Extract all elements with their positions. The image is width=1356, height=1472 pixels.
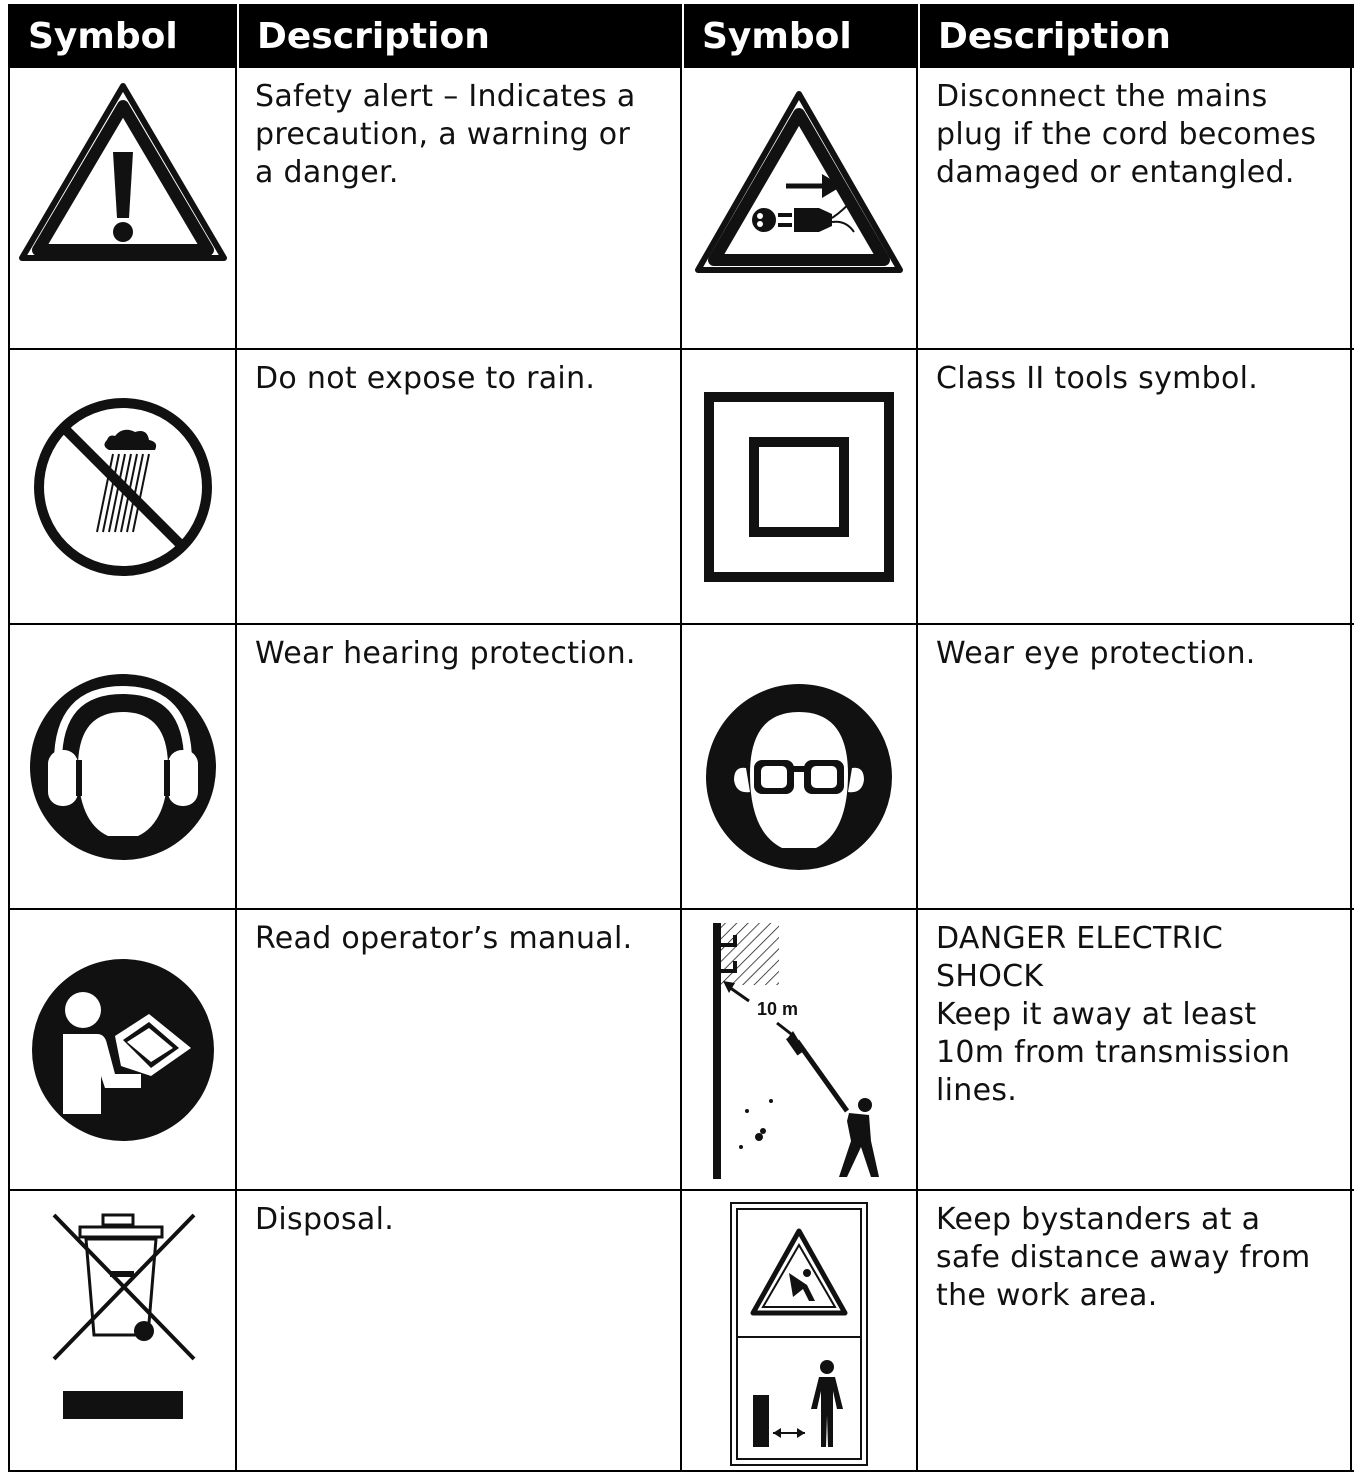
description-cell: Safety alert – Indicates a precaution, a warning or a danger. xyxy=(237,68,682,350)
header-symbol-1: Symbol xyxy=(10,4,237,68)
symbol-cell xyxy=(682,1191,918,1472)
description-cell: Keep bystanders at a safe distance away from the work area. xyxy=(918,1191,1354,1472)
keep-bystanders-away-icon xyxy=(729,1201,869,1467)
symbol-cell xyxy=(10,350,237,625)
description-cell: Wear hearing protection. xyxy=(237,625,682,910)
symbol-cell xyxy=(10,910,237,1191)
hearing-protection-icon xyxy=(28,672,218,862)
symbol-cell xyxy=(10,68,237,350)
symbol-cell xyxy=(682,625,918,910)
disconnect-plug-warning-icon xyxy=(694,90,904,275)
safety-alert-triangle-icon xyxy=(18,82,228,282)
header-description-1: Description xyxy=(237,4,682,68)
symbol-cell xyxy=(682,68,918,350)
class-ii-double-square-icon xyxy=(704,392,894,582)
description-cell: Do not expose to rain. xyxy=(237,350,682,625)
description-cell: Read operator’s manual. xyxy=(237,910,682,1191)
symbols-table xyxy=(8,4,1352,1472)
description-cell: Wear eye protection. xyxy=(918,625,1354,910)
electric-shock-distance-icon xyxy=(699,915,899,1185)
header-symbol-2: Symbol xyxy=(682,4,918,68)
symbol-cell xyxy=(682,910,918,1191)
symbol-cell xyxy=(10,625,237,910)
crossed-bin-disposal-icon xyxy=(48,1209,198,1429)
read-manual-icon xyxy=(31,958,215,1142)
description-cell: DANGER ELECTRIC SHOCK Keep it away at least 10m from transmission lines. xyxy=(918,910,1354,1191)
description-cell: Class II tools symbol. xyxy=(918,350,1354,625)
description-cell: Disconnect the mains plug if the cord becomes damaged or entangled. xyxy=(918,68,1354,350)
eye-protection-icon xyxy=(704,682,894,872)
description-cell: Disposal. xyxy=(237,1191,682,1472)
header-description-2: Description xyxy=(918,4,1354,68)
symbol-cell xyxy=(682,350,918,625)
symbol-cell xyxy=(10,1191,237,1472)
distance-label: 10 m xyxy=(757,998,799,1019)
no-rain-exposure-icon xyxy=(31,392,215,582)
